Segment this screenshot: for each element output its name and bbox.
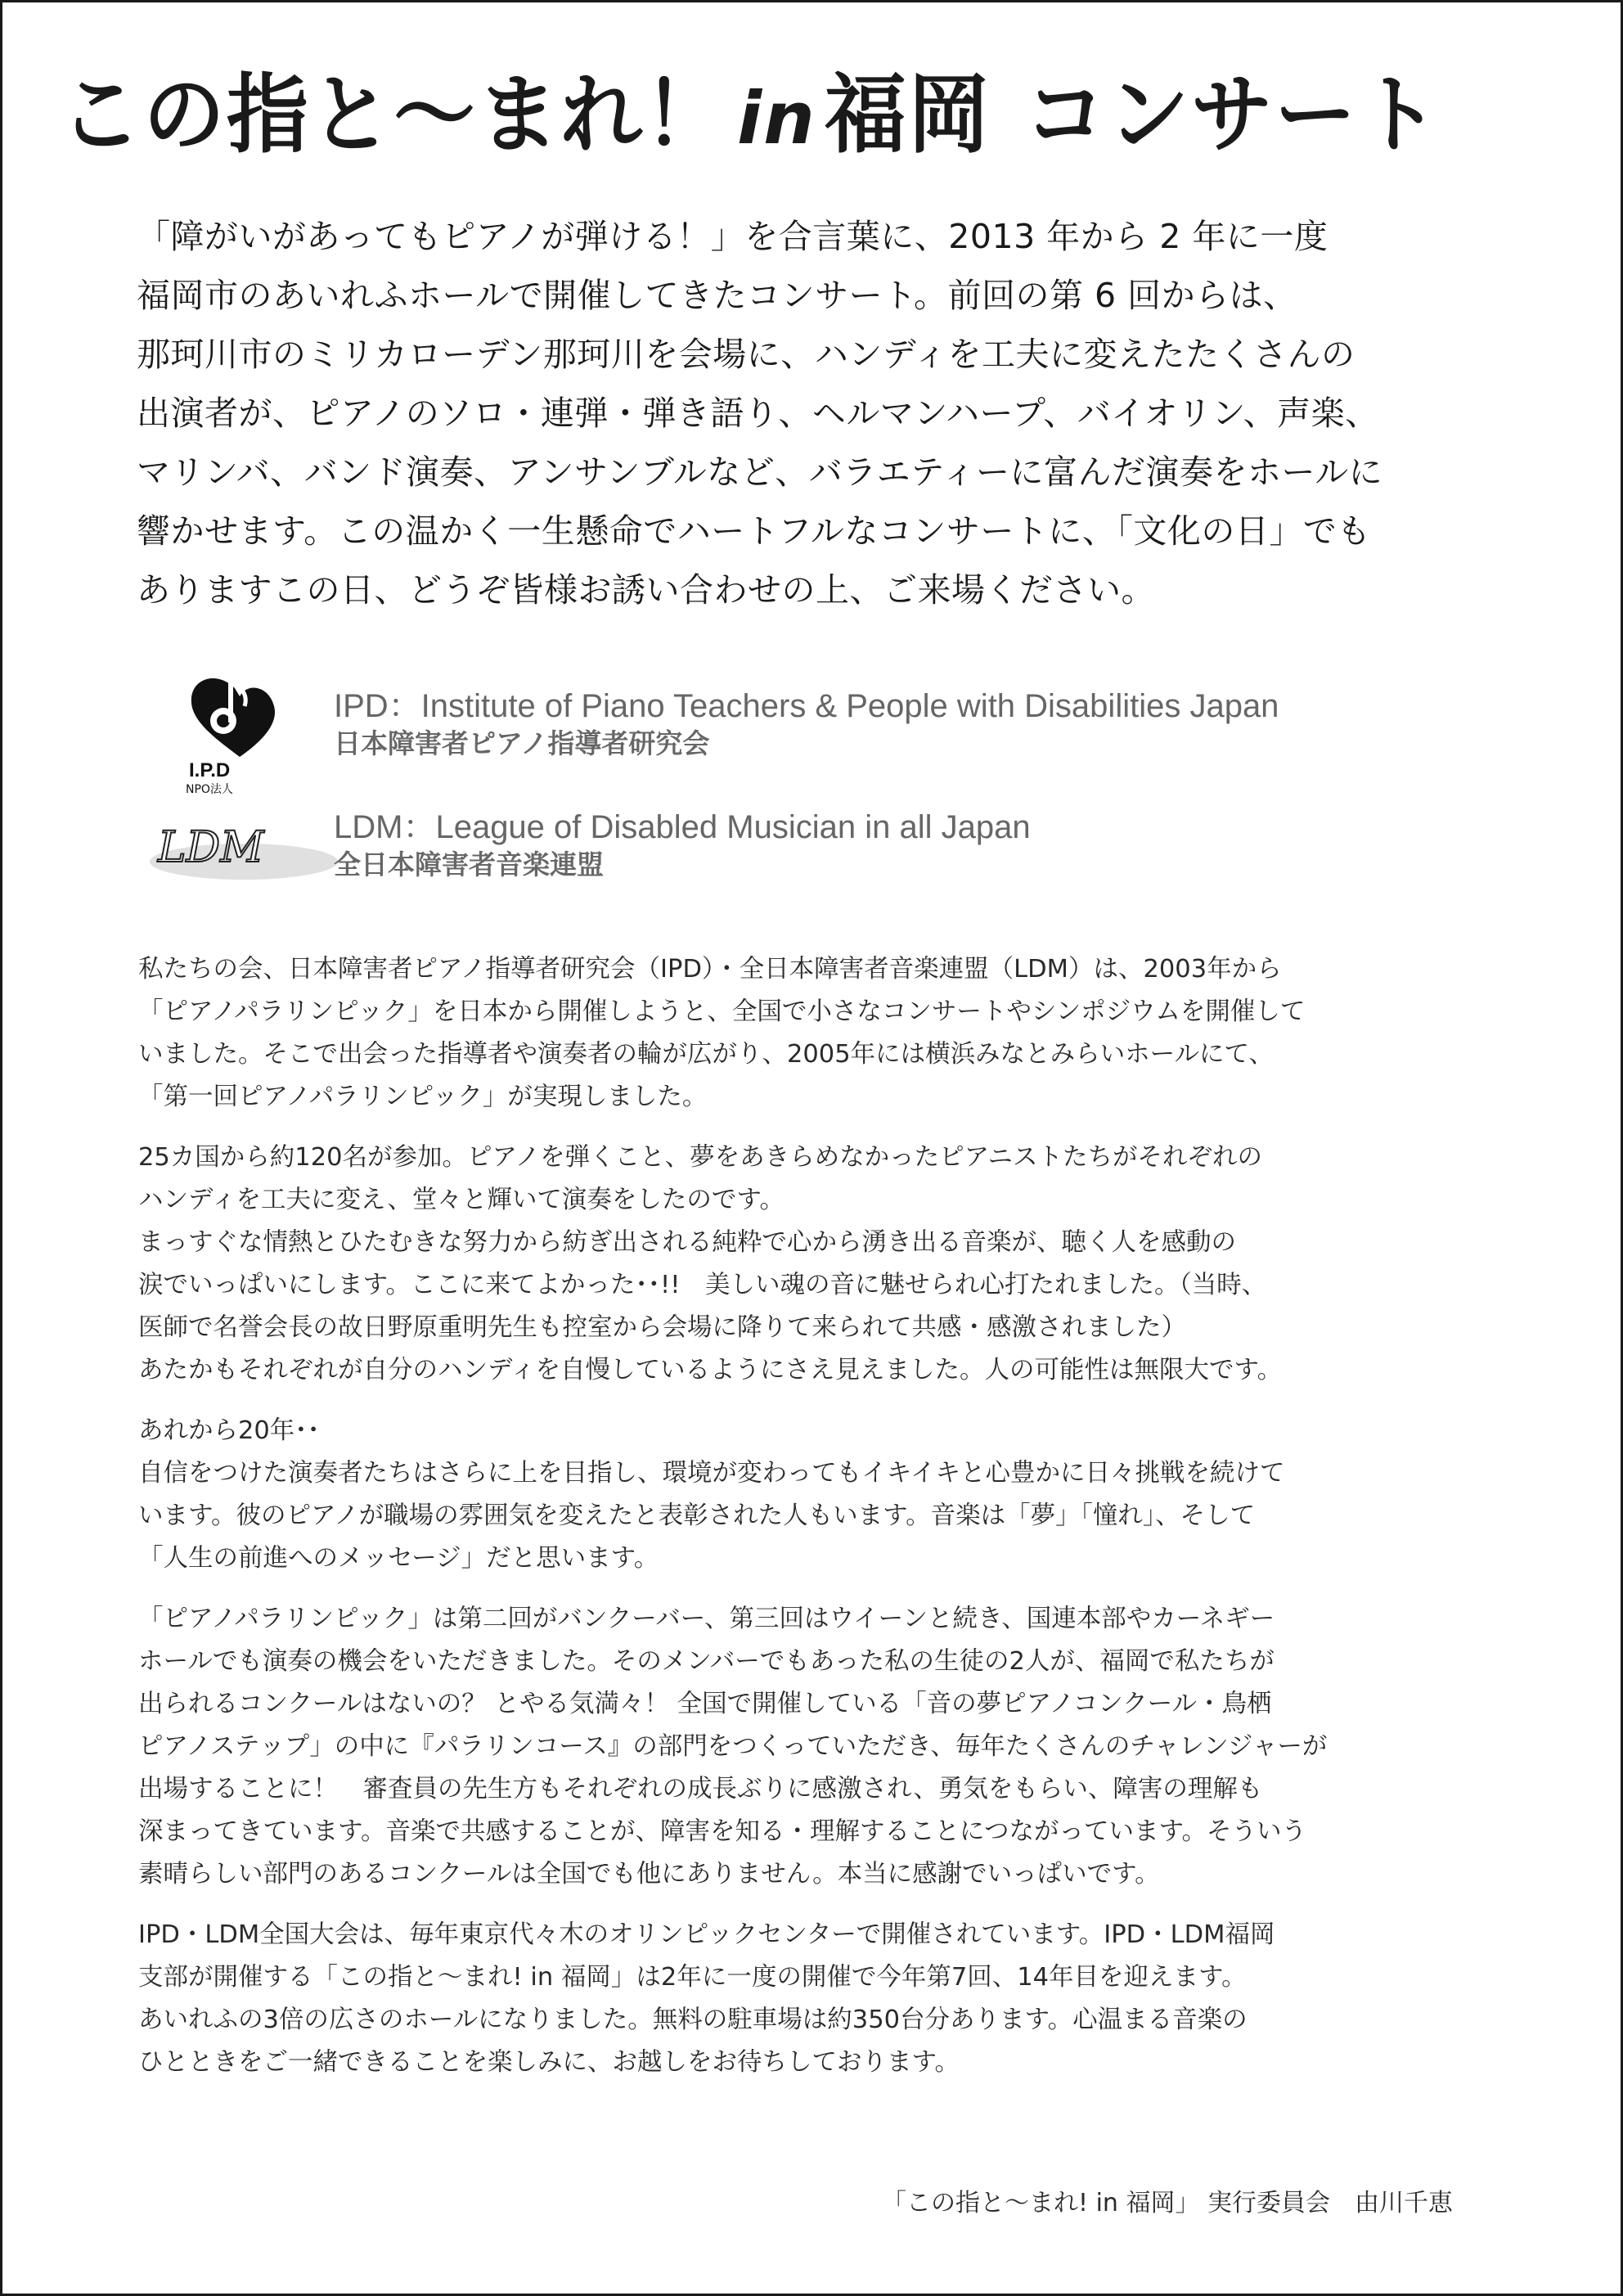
intro-line: マリンバ、バンド演奏、アンサンブルなど、バラエティーに富んだ演奏をホールに <box>137 452 1383 492</box>
body-line: あたかもそれぞれが自分のハンディを自慢しているようにさえ見えました。人の可能性は無限大です。 <box>138 1356 1283 1384</box>
body-line: 「ピアノパラリンピック」を日本から開催しようと、全国で小さなコンサートやシンポジウムを開催して <box>138 997 1306 1026</box>
body-line: 出場することに！ 審査員の先生方もそれぞれの成長ぶりに感激され、勇気をもらい、障害の理解も <box>138 1775 1263 1803</box>
body-line: ホールでも演奏の機会をいただきました。そのメンバーでもあった私の生徒の2人が、福岡で私たちが <box>138 1647 1275 1676</box>
body-line: 支部が開催する「この指と～まれ! in 福岡」は2年に一度の開催で今年第7回、14年目を迎えます。 <box>138 1963 1247 1992</box>
body-line: 涙でいっぱいにします。ここに来てよかった･･!! 美しい魂の音に魅せられ心打たれました。（当時、 <box>138 1271 1267 1299</box>
body-line: あいれふの3倍の広さのホールになりました。無料の駐車場は約350台分あります。心温まる音楽の <box>138 2006 1248 2034</box>
body-paragraph <box>138 1914 1496 2084</box>
body-line: ひとときをご一緒できることを楽しみに、お越しをお待ちしております。 <box>138 2048 960 2077</box>
body-paragraph <box>138 1410 1496 1580</box>
title-in: in <box>737 76 816 160</box>
ipd-logo <box>182 672 281 795</box>
intro-line: 出演者が、ピアノのソロ・連弾・弾き語り、ヘルマンハープ、バイオリン、声楽、 <box>137 394 1379 433</box>
intro-line: ありますこの日、どうぞ皆様お誘い合わせの上、ご来場ください。 <box>137 570 1155 610</box>
intro-line: 福岡市のあいれふホールで開催してきたコンサート。前回の第 6 回からは、 <box>137 276 1297 315</box>
intro-line: 「障がいがあってもピアノが弾ける！」を合言葉に、2013 年から 2 年に一度 <box>137 217 1329 256</box>
body-line: 自信をつけた演奏者たちはさらに上を目指し、環境が変わってもイキイキと心豊かに日々挑戦を続けて <box>138 1459 1285 1488</box>
title-main: この指と～まれ！ <box>60 65 727 165</box>
body-line: 私たちの会、日本障害者ピアノ指導者研究会（IPD）・全日本障害者音楽連盟（LDM）は、2003年から <box>138 955 1282 984</box>
body-line: 素晴らしい部門のあるコンクールは全国でも他にありません。本当に感謝でいっぱいです。 <box>138 1860 1160 1889</box>
ldm-text <box>334 808 1031 883</box>
body-line: 出られるコンクールはないの？ とやる気満々！ 全国で開催している「音の夢ピアノコンクール・鳥栖 <box>138 1690 1272 1718</box>
title-concert: コンサート <box>1023 65 1441 165</box>
intro-line: 響かせます。この温かく一生懸命でハートフルなコンサートに、「文化の日」でも <box>137 511 1371 551</box>
body-paragraph <box>138 1598 1496 1896</box>
title-city: 福岡 <box>824 65 991 165</box>
body-paragraph <box>138 948 1496 1119</box>
body-line: 「人生の前進へのメッセージ」だと思います。 <box>138 1544 659 1573</box>
body-line: 医師で名誉会長の故日野原重明先生も控室から会場に降りて来られて共感・感激されました） <box>138 1313 1186 1342</box>
body-line: いました。そこで出会った指導者や演奏者の輪が広がり、2005年には横浜みなとみらいホールにて、 <box>138 1040 1274 1069</box>
body-line: 25カ国から約120名が参加。ピアノを弾くこと、夢をあきらめなかったピアニストたちがそれぞれの <box>138 1143 1263 1172</box>
ipd-logo-subtext: NPO法人 <box>186 783 233 795</box>
org-ldm <box>133 806 1524 888</box>
body-paragraph <box>138 1137 1496 1392</box>
intro-paragraph <box>137 207 1495 619</box>
body-text <box>138 948 1496 2102</box>
body-line: あれから20年･･ <box>138 1416 320 1445</box>
body-line: います。彼のピアノが職場の雰囲気を変えたと表彰された人もいます。音楽は「夢」「憧れ」、そして <box>138 1501 1256 1530</box>
org-ipd <box>133 672 1524 795</box>
body-line: IPD・LDM全国大会は、毎年東京代々木のオリンピックセンターで開催されています。IPD・LDM福岡 <box>138 1920 1275 1949</box>
body-line: 「第一回ピアノパラリンピック」が実現しました。 <box>138 1083 708 1111</box>
ldm-name-en: LDM：League of Disabled Musician in all Japan <box>334 809 1031 845</box>
ldm-name-jp: 全日本障害者音楽連盟 <box>334 849 604 880</box>
ipd-name-en: IPD：Institute of Piano Teachers & People with Disabilities Japan <box>334 688 1279 724</box>
body-line: ピアノステップ」の中に『パラリンコース』の部門をつくっていただき、毎年たくさんのチャレンジャーが <box>138 1732 1328 1761</box>
signature: 「この指と～まれ! in 福岡」 実行委員会 由川千恵 <box>882 2189 1453 2217</box>
heart-music-note-icon <box>191 678 275 757</box>
body-line: まっすぐな情熱とひたむきな努力から紡ぎ出される純粋で心から湧き出る音楽が、聴く人を感動の <box>138 1228 1236 1257</box>
body-line: ハンディを工夫に変え、堂々と輝いて演奏をしたのです。 <box>138 1186 785 1214</box>
ldm-logo-text: LDM <box>158 823 264 872</box>
body-line: 深まってきています。音楽で共感することが、障害を知る・理解することにつながっています。そういう <box>138 1817 1307 1846</box>
ipd-name-jp: 日本障害者ピアノ指導者研究会 <box>334 727 710 759</box>
body-line: 「ピアノパラリンピック」は第二回がバンクーバー、第三回はウイーンと続き、国連本部やカーネギー <box>138 1605 1275 1633</box>
page-title <box>60 58 1568 176</box>
ipd-logo-text: I.P.D <box>189 759 231 781</box>
ldm-logo <box>142 813 346 886</box>
ipd-text <box>334 687 1279 762</box>
intro-line: 那珂川市のミリカローデン那珂川を会場に、ハンディを工夫に変えたたくさんの <box>137 335 1355 374</box>
